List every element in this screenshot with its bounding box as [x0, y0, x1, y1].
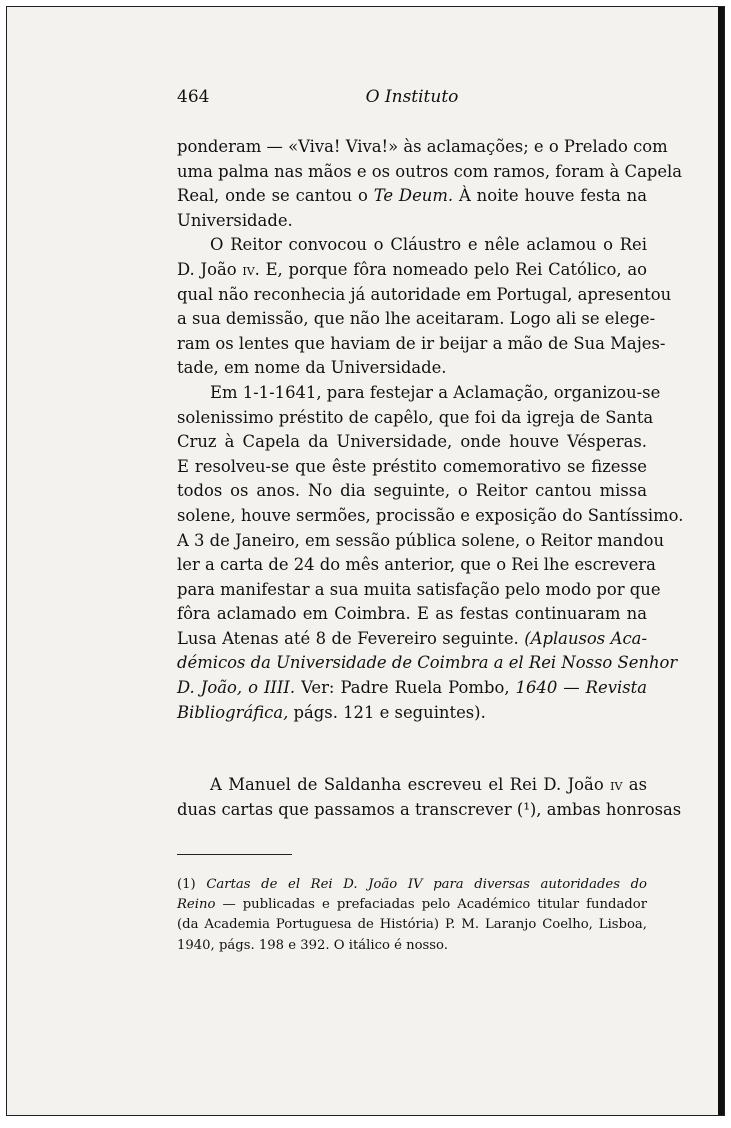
text-line: ram os lentes que haviam de ir beijar a mão de Sua Majes- [177, 333, 666, 353]
page-edge-shadow [718, 7, 724, 1115]
italic-citation: D. João, o IIII. [177, 678, 296, 698]
text-line [177, 676, 647, 701]
footnote-line: 1940, págs. 198 e 392. O itálico é nosso. [177, 937, 448, 953]
text-line [177, 258, 647, 283]
text-line: Universidade. [177, 210, 293, 230]
paragraph-gap [177, 749, 647, 773]
paragraph-gap [177, 725, 647, 749]
italic-year: 1640 [515, 678, 558, 698]
text-span: D. João [177, 259, 243, 279]
paragraph-4 [177, 773, 682, 822]
text-line [177, 701, 647, 726]
paragraph-2 [177, 233, 672, 381]
text-line: Cruz à Capela da Universidade, onde houve Vésperas. [177, 432, 647, 452]
text-line: a sua demissão, que não lhe aceitaram. Logo ali se elege- [177, 309, 656, 329]
footnote-rule [177, 854, 292, 855]
text-line: ponderam — «Viva! Viva!» às aclamações; e o Prelado com [177, 137, 668, 156]
text-line: solene, houve sermões, procissão e exposição do Santíssimo. [177, 505, 684, 525]
text-span: Real, onde se cantou o [177, 186, 374, 206]
text-line: para manifestar a sua muita satisfação pelo modo por que [177, 579, 661, 599]
running-title: O Instituto [365, 87, 459, 107]
text-line [177, 627, 647, 652]
text-span: À noite houve festa na [453, 186, 647, 206]
footnote-marker: (1) [177, 877, 196, 892]
body-text [177, 135, 684, 822]
paragraph-3 [177, 381, 684, 725]
italic-citation: Cartas de el Rei D. João IV para diversas autoridades do [195, 877, 647, 892]
text-line: duas cartas que passamos a transcrever (¹), ambas honrosas [177, 799, 682, 819]
italic-journal: Bibliográfica, [177, 702, 289, 722]
text-line: todos os anos. No dia seguinte, o Reitor cantou missa [177, 481, 647, 501]
italic-journal: Revista [585, 678, 647, 698]
text-span: A Manuel de Saldanha escreveu el Rei D. João [210, 775, 611, 795]
text-line: tade, em nome da Universidade. [177, 358, 447, 378]
italic-title: Te Deum. [373, 186, 454, 206]
text-line: E resolveu-se que êste préstito comemorativo se fizesse [177, 456, 647, 476]
text-span: — publicadas e prefaciadas pelo Académico titular fundador [215, 897, 647, 913]
italic-citation: Reino [177, 897, 216, 913]
text-line [177, 773, 647, 798]
text-line: O Reitor convocou o Cláustro e nêle aclamou o Rei [210, 235, 647, 255]
text-line: fôra aclamado em Coimbra. E as festas continuaram na [177, 604, 647, 624]
text-line [177, 184, 647, 209]
footnote-line: (da Academia Portuguesa de História) P. M. Laranjo Coelho, Lisboa, [177, 917, 647, 933]
page-header [177, 87, 647, 109]
text-span: Ver: Padre Ruela Pombo, [295, 678, 516, 698]
footnote [177, 875, 647, 956]
text-span: as [622, 775, 647, 795]
paragraph-1 [177, 135, 683, 233]
text-line: qual não reconhecia já autoridade em Portugal, apresentou [177, 284, 672, 304]
text-span: . E, porque fôra nomeado pelo Rei Católico, ao [254, 259, 647, 279]
footnote-line [177, 875, 647, 895]
regnal-numeral: iv [242, 259, 255, 279]
text-line: démicos da Universidade de Coimbra a el Rei Nosso Senhor [177, 653, 678, 673]
text-span: págs. 121 e seguintes). [288, 702, 486, 722]
text-line: Em 1-1-1641, para festejar a Aclamação, organizou-se [210, 382, 661, 402]
regnal-numeral: iv [610, 775, 623, 795]
text-span: Lusa Atenas até 8 de Fevereiro seguinte. [177, 628, 525, 648]
scanned-page [6, 6, 725, 1116]
footnote-line [177, 895, 647, 915]
text-line: solenissimo préstito de capêlo, que foi da igreja de Santa [177, 407, 654, 427]
text-line: ler a carta de 24 do mês anterior, que o Rei lhe escrevera [177, 555, 656, 575]
page-number: 464 [177, 87, 210, 107]
italic-citation: (Aplausos Aca- [524, 628, 647, 648]
text-line: A 3 de Janeiro, em sessão pública solene, o Reitor mandou [177, 530, 665, 550]
text-line: uma palma nas mãos e os outros com ramos, foram à Capela [177, 161, 683, 181]
text-span: — [557, 678, 586, 698]
